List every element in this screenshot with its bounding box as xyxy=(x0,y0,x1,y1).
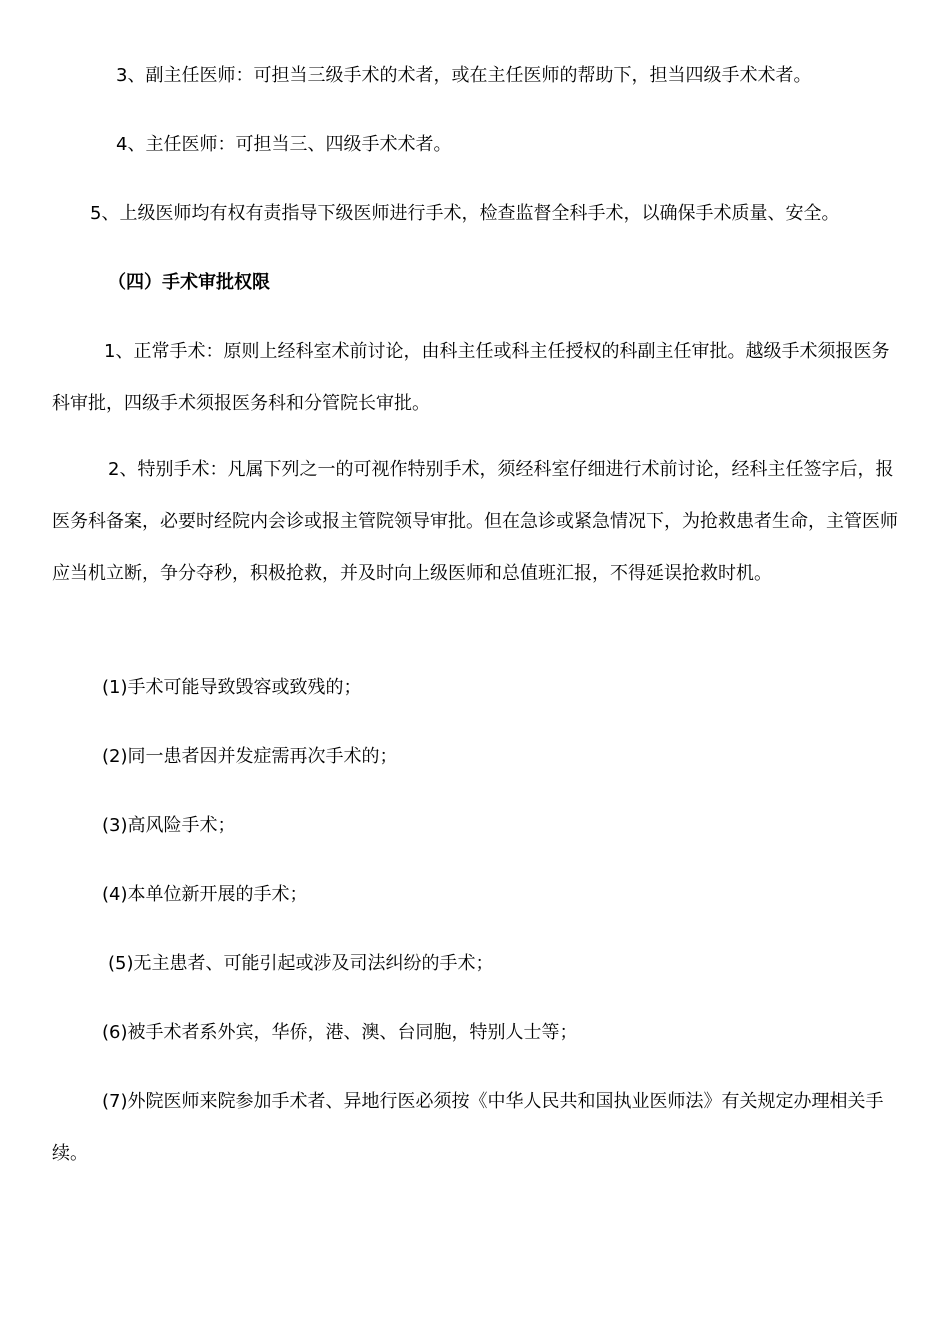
list-item-4: (4)本单位新开展的手术； xyxy=(102,884,308,905)
paragraph-special-surgery: 2、特别手术：凡属下列之一的可视作特别手术，须经科室仔细进行术前讨论，经科主任签字后，报医务科备案，必要时经院内会诊或报主管院领导审批。但在急诊或紧急情况下，为抢救患者生命，主管医师应当机立断，争分夺秒，积极抢救，并及时向上级医师和总值班汇报，不得延误抢救时机。 xyxy=(52,459,898,584)
item-5-senior-physicians: 5、上级医师均有权有责指导下级医师进行手术，检查监督全科手术，以确保手术质量、安全。 xyxy=(90,203,840,224)
list-item-5: (5)无主患者、可能引起或涉及司法纠纷的手术； xyxy=(108,953,494,974)
item-4-chief: 4、主任医师：可担当三、四级手术术者。 xyxy=(116,134,452,155)
list-item-2: (2)同一患者因并发症需再次手术的； xyxy=(102,746,398,767)
list-item-6: (6)被手术者系外宾，华侨，港、澳、台同胞，特别人士等； xyxy=(102,1022,578,1043)
item-3-deputy-chief: 3、副主任医师：可担当三级手术的术者，或在主任医师的帮助下，担当四级手术术者。 xyxy=(116,65,812,86)
paragraph-normal-surgery: 1、正常手术：原则上经科室术前讨论，由科主任或科主任授权的科副主任审批。越级手术须报医务科审批，四级手术须报医务科和分管院长审批。 xyxy=(52,341,890,414)
list-item-7: (7)外院医师来院参加手术者、异地行医必须按《中华人民共和国执业医师法》有关规定办理相关手续。 xyxy=(52,1091,884,1164)
list-item-1: (1)手术可能导致毁容或致残的； xyxy=(102,677,362,698)
section-heading: （四）手术审批权限 xyxy=(108,272,270,293)
list-item-3: (3)高风险手术； xyxy=(102,815,236,836)
